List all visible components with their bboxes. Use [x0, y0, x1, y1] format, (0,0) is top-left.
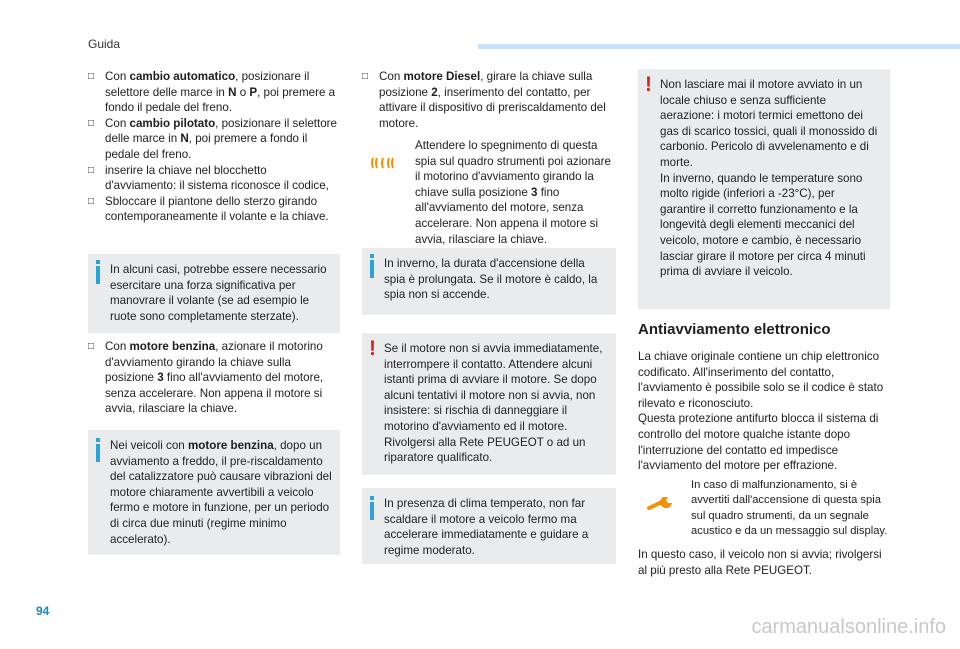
section-title: Antiavviamento elettronico — [638, 321, 831, 338]
warning-box: ! Se il motore non si avvia immediatamente, interrompere il contatto. Attendere alcuni istanti prima di avviare il motore. Se dopo alcuni tentativi il motore non si avvia, non insistere: si rischia di danneggiare il motorino d'avviamento ed il motore. Rivolgersi alla Rete PEUGEOT o ad un riparatore qualificato. — [362, 333, 616, 475]
bullet-icon: □ — [88, 71, 95, 82]
bullet-icon: □ — [88, 341, 95, 352]
column-1 — [88, 69, 340, 225]
column-2 — [362, 69, 616, 131]
wrench-text: In caso di malfunzionamento, si è avvertiti dall'accensione di questa spia sul quadro strumenti, da un segnale acustico e da un messaggio sul display. — [691, 479, 888, 538]
info-icon — [370, 260, 374, 278]
column-1-lower — [88, 339, 340, 417]
warning-icon: ! — [369, 337, 376, 360]
info-icon — [96, 444, 100, 462]
header-bar — [478, 44, 960, 49]
warning-box: ! Non lasciare mai il motore avviato in un locale chiuso e senza sufficiente aerazione: i motori termici emettono dei gas di scarico tossici, quali il monossido di carbonio. Pericolo di avvelenamento e di morte. In inverno, quando le temperature sono molto rigide (inferiori a -23°C), per garantire il corretto funzionamento e la longevità degli elementi meccanici del veicolo, motore e cambio, è necessario lasciar girare il motore per circa 4 minuti prima di avviare il veicolo. — [638, 69, 890, 309]
list-item: □ Con motore Diesel, girare la chiave sulla posizione 2, inserimento del contatto, per attivare il dispositivo di preriscaldamento del motore. — [362, 70, 606, 130]
list-item: □ Con motore benzina, azionare il motorino d'avviamento girando la chiave sulla posizione 3 fino all'avviamento del motore, senza accelerare. Non appena il motore si avvia, rilasciare la chiave. — [88, 340, 324, 416]
paragraph: La chiave originale contiene un chip elettronico codificato. All'inserimento del contatto, l'avviamento è possibile solo se il codice è stato rilevato e riconosciuto. Questa protezione antifurto blocca il sistema di controllo del motore qualche istante dopo l'interruzione del contatto ed impedisce l'avviamento del motore per effrazione. — [638, 350, 884, 473]
wrench-icon — [646, 493, 676, 513]
info-icon — [96, 266, 100, 284]
list-item: □ Con cambio automatico, posizionare il selettore delle marce in N o P, poi premere a fondo il pedale del freno. — [88, 70, 336, 115]
info-box: In alcuni casi, potrebbe essere necessario esercitare una forza significativa per manovrare il volante (se ad esempio le ruote sono completamente sterzate). — [88, 254, 340, 333]
info-box: In presenza di clima temperato, non far scaldare il motore a veicolo fermo ma accelerare immediatamente e guidare a regime moderato. — [362, 488, 616, 564]
watermark: carmanualsonline.info — [751, 616, 946, 638]
glow-plug-icon — [369, 156, 397, 170]
warning-icon: ! — [645, 73, 652, 96]
header-title: Guida — [88, 37, 121, 51]
paragraph: In questo caso, il veicolo non si avvia; rivolgersi al più presto alla Rete PEUGEOT. — [638, 548, 882, 577]
bullet-icon: □ — [88, 164, 95, 176]
info-box: In inverno, la durata d'accensione della spia è prolungata. Se il motore è caldo, la spia non si accende. — [362, 248, 616, 315]
info-box: Nei veicoli con motore benzina, dopo un avviamento a freddo, il pre-riscaldamento del catalizzatore può causare vibrazioni del motore chiaramente avvertibili a veicolo fermo e motore in funzione, per un periodo di circa due minuti (regime minimo accelerato). — [88, 430, 340, 555]
list-item: □ inserire la chiave nel blocchetto d'avviamento: il sistema riconosce il codice, — [88, 163, 329, 193]
list-item: □ Sbloccare il piantone dello sterzo girando contemporaneamente il volante e la chiave. — [88, 194, 329, 224]
list-item: □ Con cambio pilotato, posizionare il selettore delle marce in N, poi premere a fondo il pedale del freno. — [88, 116, 337, 161]
glow-plug-text: Attendere lo spegnimento di questa spia sul quadro strumenti poi azionare il motorino d'avviamento girando la chiave sulla posizione 3 fino all'avviamento del motore, senza accelerare. Non appena il motore si avvia, rilasciare la chiave. — [415, 139, 611, 246]
page-number: 94 — [36, 604, 50, 618]
bullet-icon: □ — [362, 71, 369, 82]
info-icon — [370, 502, 374, 520]
bullet-icon: □ — [88, 117, 95, 129]
bullet-icon: □ — [88, 195, 95, 207]
